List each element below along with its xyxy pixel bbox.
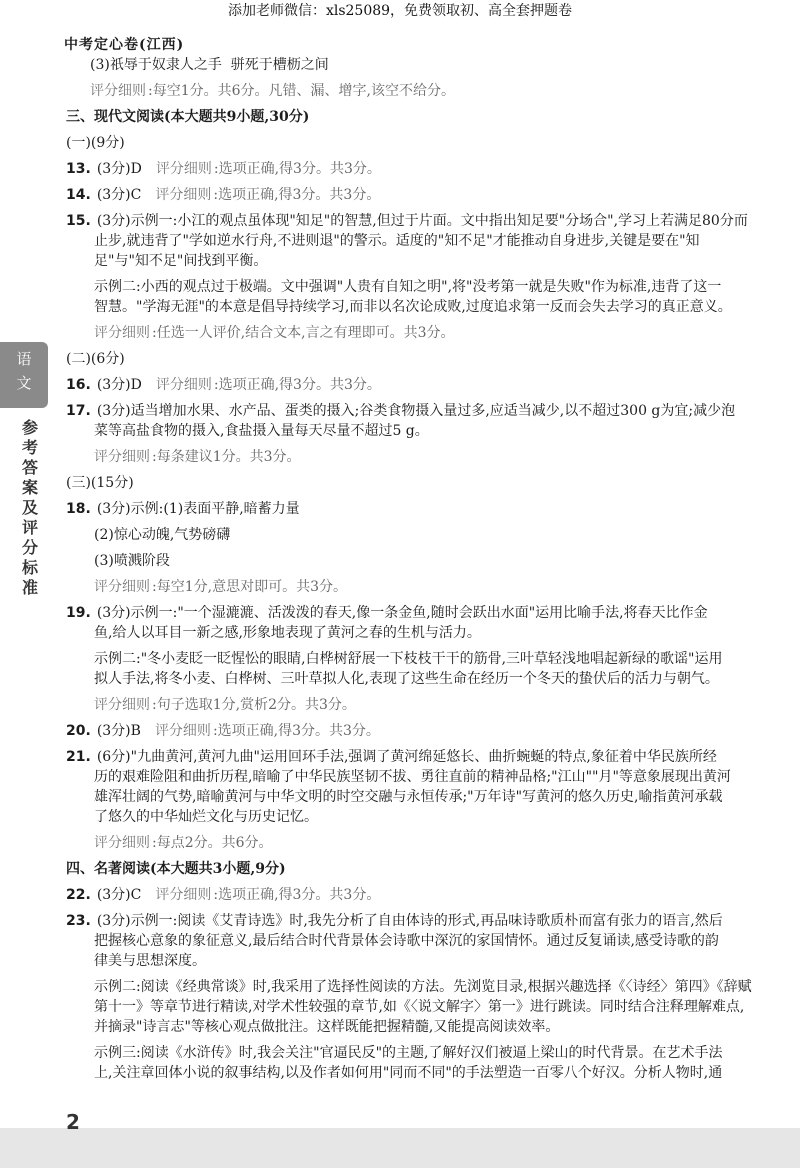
question-number: 18. bbox=[66, 501, 91, 517]
answer-line: 示例二:阅读《经典常谈》时,我采用了选择性阅读的方法。先浏览目录,根据兴趣选择《〈诗经〉第四》《辞赋 bbox=[94, 979, 752, 995]
answer-line: 了悠久的中华灿烂文化与历史记忆。 bbox=[94, 809, 318, 825]
scoring-rule-tag: 评分细则 bbox=[94, 835, 150, 851]
part-heading: (二)(6分) bbox=[66, 351, 125, 367]
question-22 bbox=[66, 885, 778, 905]
answer-text: (3分)示例:(1)表面平静,暗蓄力量 bbox=[96, 501, 300, 517]
scoring-rule bbox=[156, 161, 381, 177]
answer-line: 智慧。"学海无涯"的本意是倡导持续学习,而非以名次论成败,过度追求第一反而会失去学习的真正意义。 bbox=[94, 299, 732, 315]
page-header: 中考定心卷(江西) bbox=[64, 37, 185, 53]
answer-line: 止步,就违背了"学如逆水行舟,不进则退"的警示。适度的"知不足"才能推动自身进步,关键是要在"知 bbox=[94, 233, 700, 249]
question-number: 23. bbox=[66, 913, 91, 929]
answer-text: (3分)示例一:阅读《艾青诗选》时,我先分析了自由体诗的形式,再品味诗歌质朴而富有张力的语言,然后 bbox=[96, 913, 723, 929]
scoring-rule bbox=[66, 695, 778, 715]
answer-text: (3分)C bbox=[96, 887, 142, 903]
answer-text: (3分)适当增加水果、水产品、蛋类的摄入;谷类食物摄入量过多,应适当减少,以不超过300 g为宜;减少泡 bbox=[96, 403, 736, 419]
question-number: 15. bbox=[66, 213, 91, 229]
scoring-rule-text: :每点2分。共6分。 bbox=[152, 835, 273, 851]
answer-text: (3分)B bbox=[96, 723, 141, 739]
scoring-rule-text: :选项正确,得3分。共3分。 bbox=[213, 161, 381, 177]
question-21 bbox=[66, 747, 778, 767]
answer-line: 上,关注章回体小说的叙事结构,以及作者如何用"同而不同"的手法塑造一百零八个好汉。分析人物时,通 bbox=[94, 1065, 723, 1081]
answer-text: (3分)D bbox=[96, 377, 142, 393]
answer-text: (3分)示例一:"一个湿漉漉、活泼泼的春天,像一条金鱼,随时会跃出水面"运用比喻手法,将春天比作金 bbox=[96, 605, 708, 621]
scoring-rule-tag: 评分细则 bbox=[94, 325, 150, 341]
answer-line: 足"与"知不足"间找到平衡。 bbox=[94, 253, 268, 269]
answer-text: (3分)D bbox=[96, 161, 142, 177]
scoring-rule-tag: 评分细则 bbox=[155, 187, 212, 203]
answer-line: (3)喷溅阶段 bbox=[94, 553, 170, 569]
answer-line: (3)祇辱于奴隶人之手 骈死于槽枥之间 bbox=[90, 57, 329, 73]
scoring-rule-text: :选项正确,得3分。共3分。 bbox=[213, 377, 381, 393]
answer-line: 拟人手法,将冬小麦、白桦树、三叶草拟人化,表现了这些生命在经历一个冬天的蛰伏后的活力与朝气。 bbox=[94, 671, 719, 687]
question-number: 13. bbox=[66, 161, 91, 177]
scoring-rule bbox=[156, 377, 381, 393]
part-heading: (一)(9分) bbox=[66, 135, 125, 151]
part-heading: (三)(15分) bbox=[66, 475, 134, 491]
scoring-rule-text: :选项正确,得3分。共3分。 bbox=[212, 723, 380, 739]
question-19 bbox=[66, 603, 778, 623]
answer-line: 第十一》等章节进行精读,对学术性较强的章节,如《〈说文解字〉第一》进行跳读。同时结合注释理解难点, bbox=[94, 999, 745, 1015]
subject-tab-char: 语 bbox=[16, 350, 32, 368]
answer-line: 并摘录"诗言志"等核心观点做批注。这样既能把握精髓,又能提高阅读效率。 bbox=[94, 1019, 560, 1035]
answer-text: (3分)C bbox=[96, 187, 142, 203]
scoring-rule-tag: 评分细则 bbox=[155, 377, 212, 393]
subject-tab-char: 文 bbox=[16, 374, 32, 392]
question-number: 21. bbox=[66, 749, 91, 765]
question-number: 19. bbox=[66, 605, 91, 621]
question-18 bbox=[66, 499, 778, 519]
section-heading: 四、名著阅读(本大题共3小题,9分) bbox=[66, 861, 286, 877]
answer-text: (6分)"九曲黄河,黄河九曲"运用回环手法,强调了黄河绵延悠长、曲折蜿蜒的特点,象征着中华民族所经 bbox=[96, 749, 717, 765]
question-17 bbox=[66, 401, 778, 421]
scoring-rule-text: :选项正确,得3分。共3分。 bbox=[213, 187, 381, 203]
answer-text: (3分)示例一:小江的观点虽体现"知足"的智慧,但过于片面。文中指出知足要"分场合",学习上若满足80分而 bbox=[96, 213, 748, 229]
question-23 bbox=[66, 911, 778, 931]
scoring-rule-tag: 评分细则 bbox=[154, 723, 211, 739]
scoring-rule bbox=[66, 81, 778, 101]
scoring-rule-tag: 评分细则 bbox=[155, 161, 212, 177]
answer-line: 菜等高盐食物的摄入,食盐摄入量每天尽量不超过5 g。 bbox=[94, 423, 429, 439]
sidebar-caption: 参考答案及评分标准 bbox=[22, 418, 39, 597]
scoring-rule-tag: 评分细则 bbox=[94, 579, 150, 595]
answer-line: 示例三:阅读《水浒传》时,我会关注"官逼民反"的主题,了解好汉们被逼上梁山的时代背景。在艺术手法 bbox=[94, 1045, 723, 1061]
scoring-rule bbox=[66, 577, 778, 597]
question-number: 22. bbox=[66, 887, 91, 903]
page-number: 2 bbox=[66, 1110, 80, 1134]
answer-line: (2)惊心动魄,气势磅礴 bbox=[94, 527, 231, 543]
scoring-rule-tag: 评分细则 bbox=[90, 83, 146, 99]
scoring-rule bbox=[155, 187, 380, 203]
question-number: 16. bbox=[66, 377, 91, 393]
question-13 bbox=[66, 159, 778, 179]
answer-line: 示例二:小西的观点过于极端。文中强调"人贵有自知之明",将"没考第一就是失败"作为标准,违背了这一 bbox=[94, 279, 722, 295]
watermark-banner: 添加老师微信：xls25089，免费领取初、高全套押题卷 bbox=[227, 3, 573, 19]
answer-line: 把握核心意象的象征意义,最后结合时代背景体会诗歌中深沉的家国情怀。通过反复诵读,感受诗歌的韵 bbox=[94, 933, 719, 949]
scoring-rule bbox=[155, 887, 380, 903]
scoring-rule-text: :句子选取1分,赏析2分。共3分。 bbox=[152, 697, 356, 713]
footer-bar bbox=[0, 1128, 800, 1168]
answer-line: 鱼,给人以耳目一新之感,形象地表现了黄河之春的生机与活力。 bbox=[94, 625, 481, 641]
answer-line: 历的艰难险阻和曲折历程,暗喻了中华民族坚韧不拔、勇往直前的精神品格;"江山""月"等意象展现出黄河 bbox=[94, 769, 731, 785]
scoring-rule-tag: 评分细则 bbox=[94, 449, 150, 465]
scoring-rule-text: :每空1分。共6分。凡错、漏、增字,该空不给分。 bbox=[148, 83, 455, 99]
answer-line: 律美与思想深度。 bbox=[94, 953, 206, 969]
subject-tab bbox=[0, 342, 48, 408]
question-number: 20. bbox=[66, 723, 91, 739]
section-heading: 三、现代文阅读(本大题共9小题,30分) bbox=[66, 109, 310, 125]
question-16 bbox=[66, 375, 778, 395]
scoring-rule-text: :任选一人评价,结合文本,言之有理即可。共3分。 bbox=[152, 325, 455, 341]
scoring-rule-text: :选项正确,得3分。共3分。 bbox=[213, 887, 381, 903]
question-number: 14. bbox=[66, 187, 91, 203]
scoring-rule bbox=[66, 833, 778, 853]
answer-line: 示例二:"冬小麦眨一眨惺忪的眼睛,白桦树舒展一下枝枝干干的筋骨,三叶草轻浅地唱起新绿的歌谣"运用 bbox=[94, 651, 723, 667]
scoring-rule bbox=[66, 323, 778, 343]
question-number: 17. bbox=[66, 403, 91, 419]
answer-line: 雄浑壮阔的气势,暗喻黄河与中华文明的时空交融与永恒传承;"万年诗"写黄河的悠久历史,喻指黄河承载 bbox=[94, 789, 723, 805]
scoring-rule bbox=[155, 723, 380, 739]
answer-content bbox=[66, 55, 778, 1083]
question-20 bbox=[66, 721, 778, 741]
scoring-rule-tag: 评分细则 bbox=[155, 887, 212, 903]
scoring-rule-tag: 评分细则 bbox=[94, 697, 150, 713]
question-15 bbox=[66, 211, 778, 231]
question-14 bbox=[66, 185, 778, 205]
scoring-rule-text: :每空1分,意思对即可。共3分。 bbox=[152, 579, 347, 595]
scoring-rule bbox=[66, 447, 778, 467]
scoring-rule-text: :每条建议1分。共3分。 bbox=[152, 449, 301, 465]
